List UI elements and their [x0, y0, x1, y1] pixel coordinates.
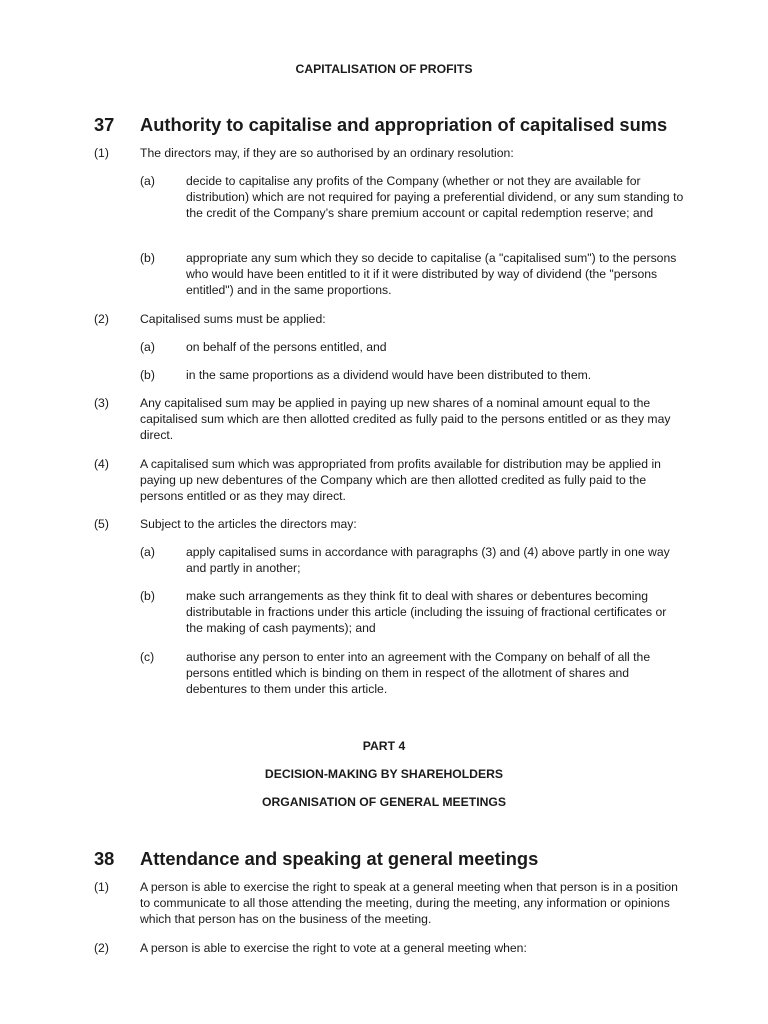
article-38-para-1 — [94, 879, 684, 927]
para-marker: (3) — [94, 396, 109, 410]
article-37-heading — [94, 114, 668, 135]
article-37-para-5 — [94, 516, 684, 532]
article-37-para-2b — [140, 367, 684, 383]
subpara-text: decide to capitalise any profits of the Company (whether or not they are available for distribution) which are not required for paying a preferential dividend, or any sum standing to the credit of the Company’s share premium account or capital redemption reserve; and — [186, 174, 684, 220]
para-text: Any capitalised sum may be applied in paying up new shares of a nominal amount equal to the capitalised sum which are then allotted credited as fully paid to the persons entitled or as they may direct. — [140, 396, 671, 442]
para-marker: (2) — [94, 312, 109, 326]
article-38-heading — [94, 848, 539, 869]
article-37-para-5c — [140, 649, 684, 697]
para-marker: (2) — [94, 941, 109, 955]
para-marker: (1) — [94, 880, 109, 894]
article-38-number: 38 — [94, 848, 115, 869]
article-37-para-1a — [140, 173, 684, 221]
article-37-para-5b — [140, 588, 684, 636]
article-37-para-2 — [94, 311, 684, 327]
subpara-marker: (c) — [140, 650, 155, 664]
subpara-text: apply capitalised sums in accordance with paragraphs (3) and (4) above partly in one way and partly in another; — [186, 545, 670, 575]
para-text: Capitalised sums must be applied: — [140, 312, 326, 326]
part-heading: PART 4 — [362, 739, 406, 753]
para-text: The directors may, if they are so authorised by an ordinary resolution: — [140, 146, 514, 160]
article-37-para-4 — [94, 456, 684, 504]
article-37-para-3 — [94, 395, 684, 443]
subpara-text: make such arrangements as they think fit to deal with shares or debentures becoming distributable in fractions under this article (including the issuing of fractional certificates or the making of cash payments); and — [186, 589, 667, 635]
section-heading-organisation: ORGANISATION OF GENERAL MEETINGS — [262, 795, 506, 809]
para-marker: (4) — [94, 457, 109, 471]
para-marker: (5) — [94, 517, 109, 531]
subpara-text: authorise any person to enter into an agreement with the Company on behalf of all the persons entitled which is binding on them in respect of the allotment of shares and debentures to them under this article. — [186, 650, 651, 696]
para-marker: (1) — [94, 146, 109, 160]
para-text: A capitalised sum which was appropriated from profits available for distribution may be applied in paying up new debentures of the Company which are then allotted credited as fully paid to the persons entitled or as they may direct. — [140, 457, 661, 503]
subpara-marker: (b) — [140, 368, 155, 382]
subpara-marker: (a) — [140, 340, 155, 354]
article-37-number: 37 — [94, 114, 115, 135]
section-heading-capitalisation: CAPITALISATION OF PROFITS — [295, 62, 473, 76]
subpara-text: in the same proportions as a dividend would have been distributed to them. — [186, 368, 592, 382]
article-37-para-5a — [140, 544, 684, 576]
subpara-marker: (b) — [140, 589, 155, 603]
subpara-marker: (a) — [140, 174, 155, 188]
subpara-text: appropriate any sum which they so decide to capitalise (a "capitalised sum") to the persons who would have been entitled to it if it were distributed by way of dividend (the "persons entitled") and in the same proportions. — [186, 251, 677, 297]
article-37-para-1 — [94, 145, 684, 161]
article-37-para-1b — [140, 250, 684, 298]
subpara-marker: (a) — [140, 545, 155, 559]
para-text: A person is able to exercise the right to vote at a general meeting when: — [140, 941, 527, 955]
subpara-text: on behalf of the persons entitled, and — [186, 340, 387, 354]
article-37-para-2a — [140, 339, 684, 355]
article-38-para-2 — [94, 940, 684, 956]
article-37-title: Authority to capitalise and appropriation of capitalised sums — [140, 114, 668, 135]
subpara-marker: (b) — [140, 251, 155, 265]
para-text: A person is able to exercise the right to speak at a general meeting when that person is in a position to communicate to all those attending the meeting, during the meeting, any information or opinions which that person has on the business of the meeting. — [140, 880, 678, 926]
section-heading-decision-making: DECISION-MAKING BY SHAREHOLDERS — [264, 767, 504, 781]
para-text: Subject to the articles the directors may: — [140, 517, 357, 531]
article-38-title: Attendance and speaking at general meetings — [140, 848, 539, 869]
